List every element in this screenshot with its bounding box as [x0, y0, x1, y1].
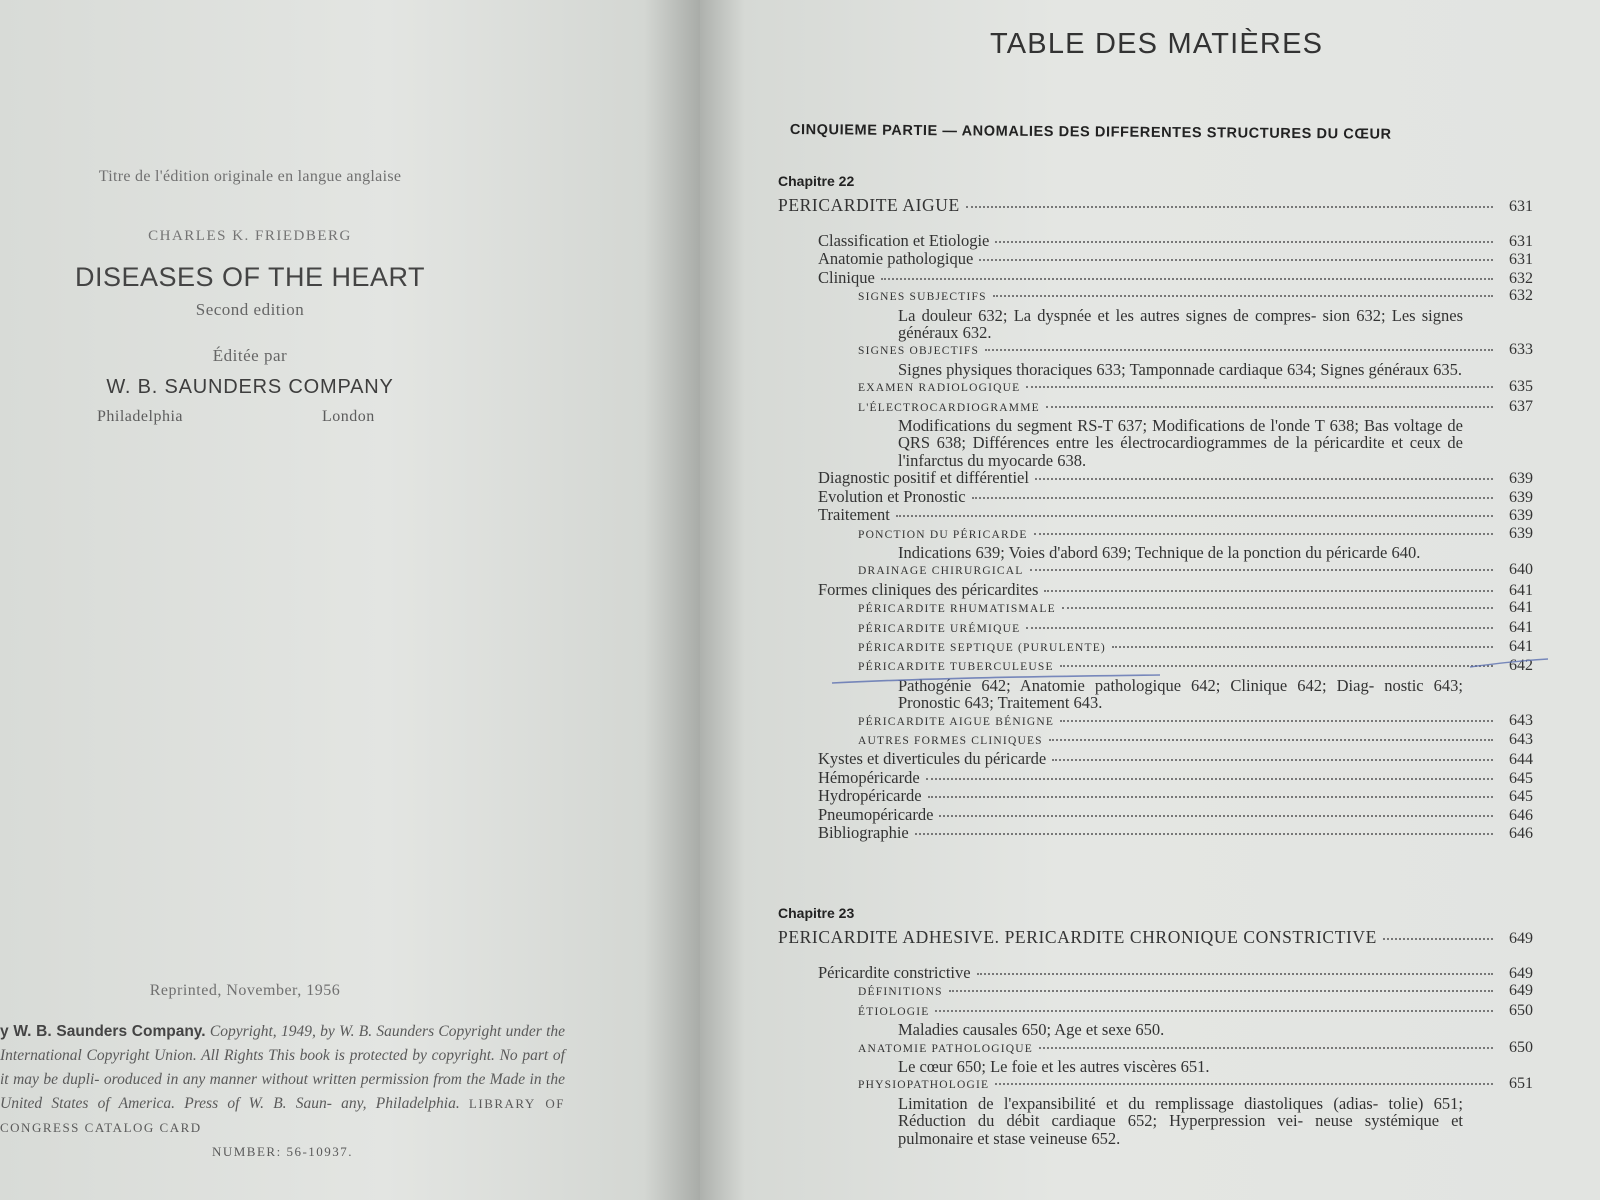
toc-subtopics: La douleur 632; La dyspnée et les autres signes de compres- sion 632; Les signes généraux 632. [898, 305, 1463, 343]
leader-dots [1034, 533, 1493, 535]
toc-section [778, 769, 1533, 787]
toc-subsection [778, 525, 1533, 544]
toc-subtopics: Maladies causales 650; Age et sexe 650. [898, 1020, 1165, 1040]
leader-dots [1060, 720, 1493, 722]
page-number: 631 [1509, 233, 1533, 250]
catalog-number: NUMBER: 56-10937. [211, 1144, 354, 1159]
page-number: 632 [1509, 269, 1533, 287]
toc-title: TABLE DES MATIÈRES [990, 28, 1324, 60]
leader-dots [1049, 739, 1493, 741]
leader-dots [1052, 759, 1493, 761]
page-number: 646 [1509, 825, 1533, 842]
page-number: 650 [1509, 1038, 1533, 1056]
toc-subtopics: Signes physiques thoraciques 633; Tamponnade cardiaque 634; Signes généraux 635. [898, 359, 1463, 379]
original-title-note: Titre de l'édition originale en langue anglaise [98, 168, 402, 185]
edited-by: Éditée par [212, 346, 288, 365]
page-number: 641 [1509, 637, 1533, 655]
copyright-text: Copyright, 1949, by W. B. Saunders Copyright under the International Copyright Union. All Rights This book is protected by copyright. No part of it may be dupli- oroduced in any manner without written permission from the Made in the United States of America. Press of W. B. Saun- any, Philadelphia. [0, 1023, 565, 1112]
chapter-22 [778, 172, 1533, 842]
page-number: 649 [1509, 965, 1533, 982]
toc-subsection [778, 398, 1533, 417]
toc-entry-title: Formes cliniques des péricardites [818, 579, 1039, 599]
page-number: 645 [1509, 769, 1533, 787]
toc-subsection [778, 1039, 1533, 1058]
page-number: 651 [1509, 1075, 1533, 1093]
leader-dots [926, 778, 1493, 780]
toc-entry-title: PÉRICARDITE RHUMATISMALE [858, 603, 1056, 616]
leader-dots [1046, 406, 1493, 408]
toc-section [778, 787, 1533, 805]
toc-entry-title: DRAINAGE CHIRURGICAL [858, 565, 1024, 578]
page-number: 633 [1509, 341, 1533, 359]
toc-subsection [778, 287, 1533, 306]
toc-entry-title: Anatomie pathologique [818, 249, 974, 269]
toc-section [778, 506, 1533, 524]
leader-dots [1035, 478, 1493, 480]
toc-subsection [778, 731, 1533, 750]
leader-dots [1062, 607, 1493, 609]
chapter-heading-title: PERICARDITE AIGUE [778, 195, 960, 215]
toc-subsection [778, 378, 1533, 397]
leader-dots [939, 815, 1493, 817]
page-number: 635 [1509, 378, 1533, 396]
leader-dots [1026, 627, 1493, 629]
page-number: 641 [1509, 599, 1533, 617]
toc-entry-title: SIGNES SUBJECTIFS [858, 291, 987, 304]
toc-subsection [778, 561, 1533, 580]
toc-section [778, 806, 1533, 824]
toc-entry-title: SIGNES OBJECTIFS [858, 345, 980, 358]
page-number: 643 [1509, 730, 1533, 748]
toc-subtopics: Indications 639; Voies d'abord 639; Technique de la ponction du péricarde 640. [898, 542, 1421, 562]
publisher: W. B. SAUNDERS COMPANY [106, 376, 394, 398]
author: CHARLES K. FRIEDBERG [148, 228, 352, 244]
toc-entry-title: Diagnostic positif et différentiel [818, 468, 1029, 488]
page-number: 650 [1509, 1001, 1533, 1019]
toc-entry-title: Bibliographie [818, 823, 909, 842]
toc-subtopics: Limitation de l'expansibilité et du remplissage diastoliques (adias- tolie) 651; Réduction du débit cardiaque 652; Hyperpression vei- neuse systémique et pulmonaire et stase veineuse 652. [898, 1093, 1463, 1148]
chapter-label: Chapitre 22 [778, 173, 855, 189]
leader-dots [966, 206, 1493, 208]
page-number: 644 [1509, 751, 1533, 769]
page-number: 642 [1509, 657, 1533, 675]
leader-dots [881, 278, 1493, 280]
leader-dots [979, 259, 1493, 261]
toc-entry-title: PHYSIOPATHOLOGIE [858, 1079, 990, 1092]
pen-underline-mark [830, 649, 1550, 689]
toc-entry-title: PÉRICARDITE URÉMIQUE [858, 622, 1021, 635]
toc-section [778, 824, 1533, 842]
left-page [0, 0, 700, 1200]
page-number: 649 [1509, 982, 1533, 1000]
catalog-card: LIBRARY OF CONGRESS CATALOG CARD [0, 1096, 565, 1135]
page-number: 639 [1509, 470, 1533, 488]
page-number: 640 [1509, 561, 1533, 579]
chapter-23-entries [778, 964, 1533, 1147]
toc-section [778, 964, 1533, 982]
leader-dots [1030, 569, 1493, 571]
toc-entry-title: DÉFINITIONS [858, 986, 943, 999]
leader-dots [1383, 938, 1493, 940]
page-number: 646 [1509, 806, 1533, 824]
toc-entry-title: Hémopéricarde [818, 767, 920, 787]
copyright-notice [0, 1020, 565, 1164]
toc-entry-title: Pneumopéricarde [818, 804, 934, 824]
toc-entry-title: PONCTION DU PÉRICARDE [858, 528, 1028, 541]
toc-subsection [778, 619, 1533, 638]
toc-subsection [778, 712, 1533, 731]
leader-dots [995, 1083, 1493, 1085]
toc-section [778, 750, 1533, 768]
page-number: 645 [1509, 788, 1533, 806]
toc-subsection [778, 599, 1533, 618]
toc-subsection [778, 982, 1533, 1001]
leader-dots [985, 349, 1493, 351]
leader-dots [993, 295, 1493, 297]
toc-entry-title: ÉTIOLOGIE [858, 1005, 930, 1018]
toc-subtopics: Pathogénie 642; Anatomie pathologique 642; Clinique 642; Diag- nostic 643; Pronostic 643; Traitement 643. [898, 675, 1463, 713]
toc-entry-title: Hydropéricarde [818, 786, 922, 806]
chapter-23 [778, 904, 1533, 1147]
toc-section [778, 469, 1533, 487]
page-number: 639 [1509, 524, 1533, 542]
page-number: 632 [1509, 287, 1533, 305]
leader-dots [1039, 1047, 1493, 1049]
part-title: CINQUIEME PARTIE — ANOMALIES DES DIFFERENTES STRUCTURES DU CŒUR [789, 122, 1392, 143]
leader-dots [935, 1010, 1493, 1012]
toc-subtopics: Modifications du segment RS-T 637; Modifications de l'onde T 638; Bas voltage de QRS 638; Différences entre les électrocardiogrammes de la péricardite et ceux de l'infarctus du myocarde 638. [898, 416, 1463, 470]
leader-dots [915, 833, 1493, 835]
toc-entry-title: Classification et Etiologie [818, 231, 990, 250]
toc-entry-title: Kystes et diverticules du péricarde [818, 749, 1047, 769]
toc-subsection [778, 341, 1533, 360]
page-number: 641 [1509, 618, 1533, 636]
leader-dots [1044, 590, 1493, 592]
page-number: 643 [1509, 711, 1533, 729]
toc-subtopics: Le cœur 650; Le foie et les autres viscères 651. [898, 1057, 1210, 1077]
leader-dots [949, 990, 1493, 992]
toc-entry-title: PÉRICARDITE SEPTIQUE (PURULENTE) [858, 641, 1106, 654]
leader-dots [896, 515, 1493, 517]
toc-section [778, 269, 1533, 287]
edition: Second edition [195, 300, 305, 319]
leader-dots [1026, 386, 1493, 388]
chapter-22-entries [778, 232, 1533, 842]
toc-section [778, 488, 1533, 506]
page-number: 631 [1509, 198, 1533, 215]
chapter-label: Chapitre 23 [778, 905, 855, 921]
copyright-publisher: y W. B. Saunders Company. [0, 1023, 206, 1040]
toc-section [778, 232, 1533, 250]
toc-subsection [778, 1075, 1533, 1094]
leader-dots [995, 241, 1493, 243]
page-number: 639 [1509, 488, 1533, 506]
chapter-heading-title: PERICARDITE ADHESIVE. PERICARDITE CHRONIQUE CONSTRICTIVE [778, 927, 1377, 947]
page-number: 641 [1509, 581, 1533, 599]
toc-section [778, 581, 1533, 599]
page-number: 637 [1509, 397, 1533, 415]
toc-entry-title: L'ÉLECTROCARDIOGRAMME [858, 401, 1040, 414]
toc-entry-title: PÉRICARDITE AIGUE BÉNIGNE [858, 715, 1055, 728]
page-number: 631 [1509, 251, 1533, 269]
publisher-city-philadelphia: Philadelphia [97, 408, 183, 425]
toc-entry-title: ANATOMIE PATHOLOGIQUE [858, 1042, 1034, 1055]
reprint-note: Reprinted, November, 1956 [149, 982, 341, 999]
toc-entry-title: Clinique [818, 267, 875, 287]
leader-dots [1112, 646, 1493, 648]
toc-entry-title: PÉRICARDITE TUBERCULEUSE [858, 661, 1054, 674]
toc-entry-title: EXAMEN RADIOLOGIQUE [858, 382, 1021, 395]
toc-subsection [778, 1002, 1533, 1021]
leader-dots [928, 796, 1493, 798]
toc-section [778, 250, 1533, 268]
toc-entry-title: Traitement [818, 505, 890, 525]
leader-dots [977, 973, 1493, 975]
leader-dots [972, 497, 1493, 499]
publisher-city-london: London [322, 408, 375, 425]
chapter-heading [778, 926, 1533, 950]
book-title: DISEASES OF THE HEART [74, 262, 426, 292]
page-number: 639 [1509, 507, 1533, 525]
toc-entry-title: AUTRES FORMES CLINIQUES [858, 734, 1043, 747]
toc-entry-title: Evolution et Pronostic [818, 486, 966, 506]
page-number: 649 [1509, 930, 1533, 947]
chapter-heading [778, 194, 1533, 218]
toc-entry-title: Péricardite constrictive [818, 963, 971, 982]
